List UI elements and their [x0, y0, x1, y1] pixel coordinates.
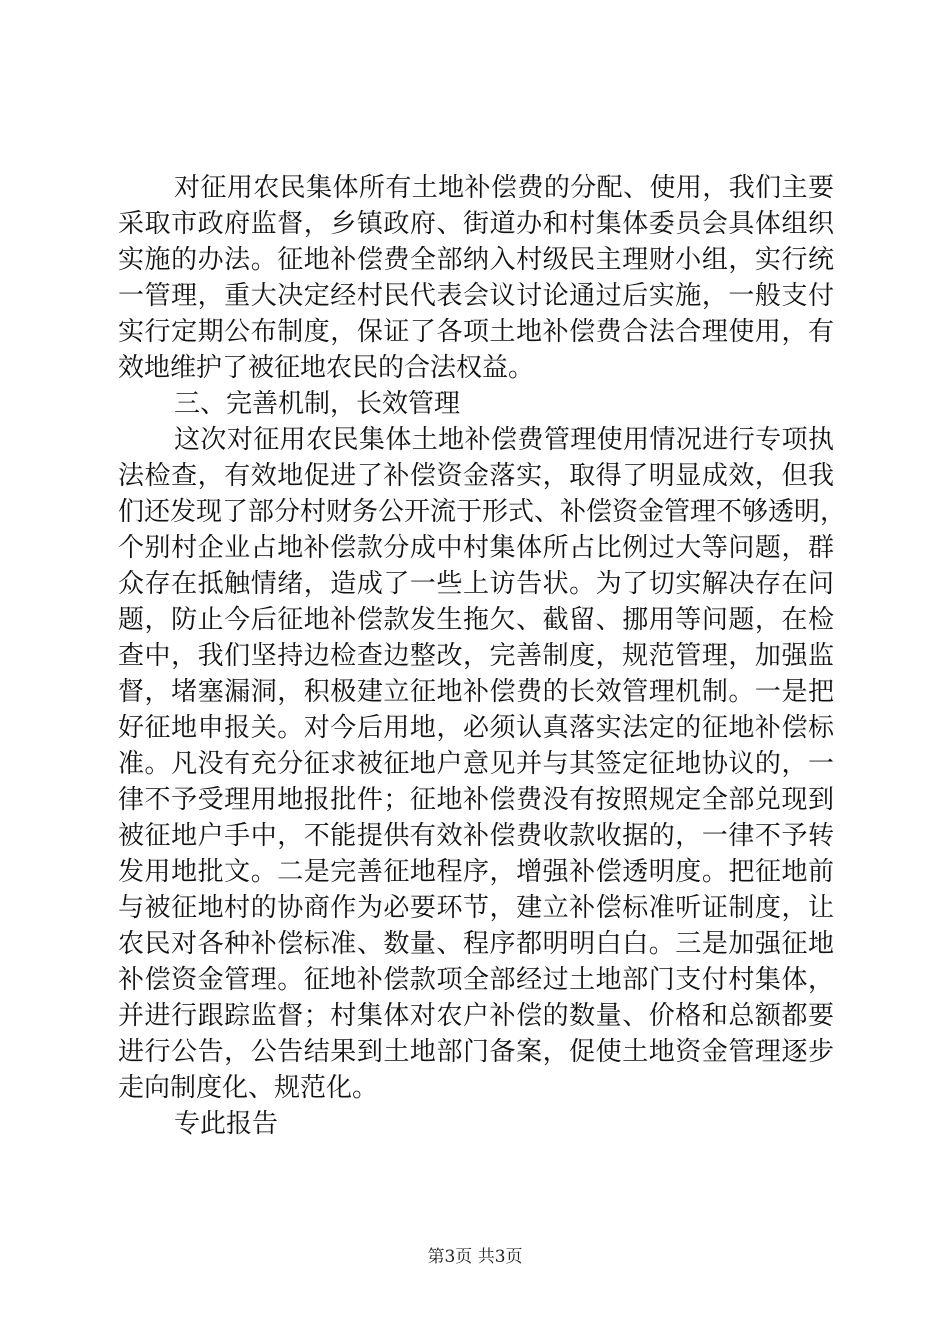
paragraph-line: 题，防止今后征地补偿款发生拖欠、截留、挪用等问题，在检 — [118, 605, 834, 635]
paragraph-line: 农民对各种补偿标准、数量、程序都明明白白。三是加强征地 — [118, 929, 834, 959]
paragraph-line: 走向制度化、规范化。 — [118, 1073, 379, 1103]
paragraph-line: 督，堵塞漏洞，积极建立征地补偿费的长效管理机制。一是把 — [118, 677, 834, 707]
paragraph-line: 进行公告，公告结果到土地部门备案，促使土地资金管理逐步 — [118, 1037, 834, 1067]
paragraph-line: 众存在抵触情绪，造成了一些上访告状。为了切实解决存在问 — [118, 569, 834, 599]
page-number: 第3页 共3页 — [427, 1247, 523, 1267]
paragraph-line: 这次对征用农民集体土地补偿费管理使用情况进行专项执 — [174, 425, 834, 455]
paragraph-line: 实施的办法。征地补偿费全部纳入村级民主理财小组，实行统 — [118, 245, 834, 275]
document-body — [118, 170, 847, 1142]
paragraph-line: 补偿资金管理。征地补偿款项全部经过土地部门支付村集体， — [118, 965, 834, 995]
paragraph-line: 被征地户手中，不能提供有效补偿费收款收据的，一律不予转 — [118, 821, 834, 851]
paragraph-line: 发用地批文。二是完善征地程序，增强补偿透明度。把征地前 — [118, 857, 834, 887]
paragraph-line: 查中，我们坚持边检查边整改，完善制度，规范管理，加强监 — [118, 641, 834, 671]
section-heading: 三、完善机制，长效管理 — [174, 389, 461, 419]
paragraph-line: 采取市政府监督，乡镇政府、街道办和村集体委员会具体组织 — [118, 209, 834, 239]
paragraph-line: 律不予受理用地报批件；征地补偿费没有按照规定全部兑现到 — [118, 785, 834, 815]
paragraph-line: 准。凡没有充分征求被征地户意见并与其签定征地协议的，一 — [118, 749, 834, 779]
closing-line: 专此报告 — [174, 1109, 279, 1139]
paragraph-line: 们还发现了部分村财务公开流于形式、补偿资金管理不够透明， — [118, 497, 847, 527]
paragraph-line: 并进行跟踪监督；村集体对农户补偿的数量、价格和总额都要 — [118, 1001, 834, 1031]
paragraph-line: 与被征地村的协商作为必要环节，建立补偿标准听证制度，让 — [118, 893, 834, 923]
paragraph-line: 一管理，重大决定经村民代表会议讨论通过后实施，一般支付 — [118, 281, 834, 311]
paragraph-line: 实行定期公布制度，保证了各项土地补偿费合法合理使用，有 — [118, 317, 834, 347]
paragraph-line: 法检查，有效地促进了补偿资金落实，取得了明显成效，但我 — [118, 461, 834, 491]
paragraph-line: 好征地申报关。对今后用地，必须认真落实法定的征地补偿标 — [118, 713, 834, 743]
paragraph-line: 个别村企业占地补偿款分成中村集体所占比例过大等问题，群 — [118, 533, 834, 563]
paragraph-line: 对征用农民集体所有土地补偿费的分配、使用，我们主要 — [174, 173, 834, 203]
paragraph-line: 效地维护了被征地农民的合法权益。 — [118, 353, 535, 383]
